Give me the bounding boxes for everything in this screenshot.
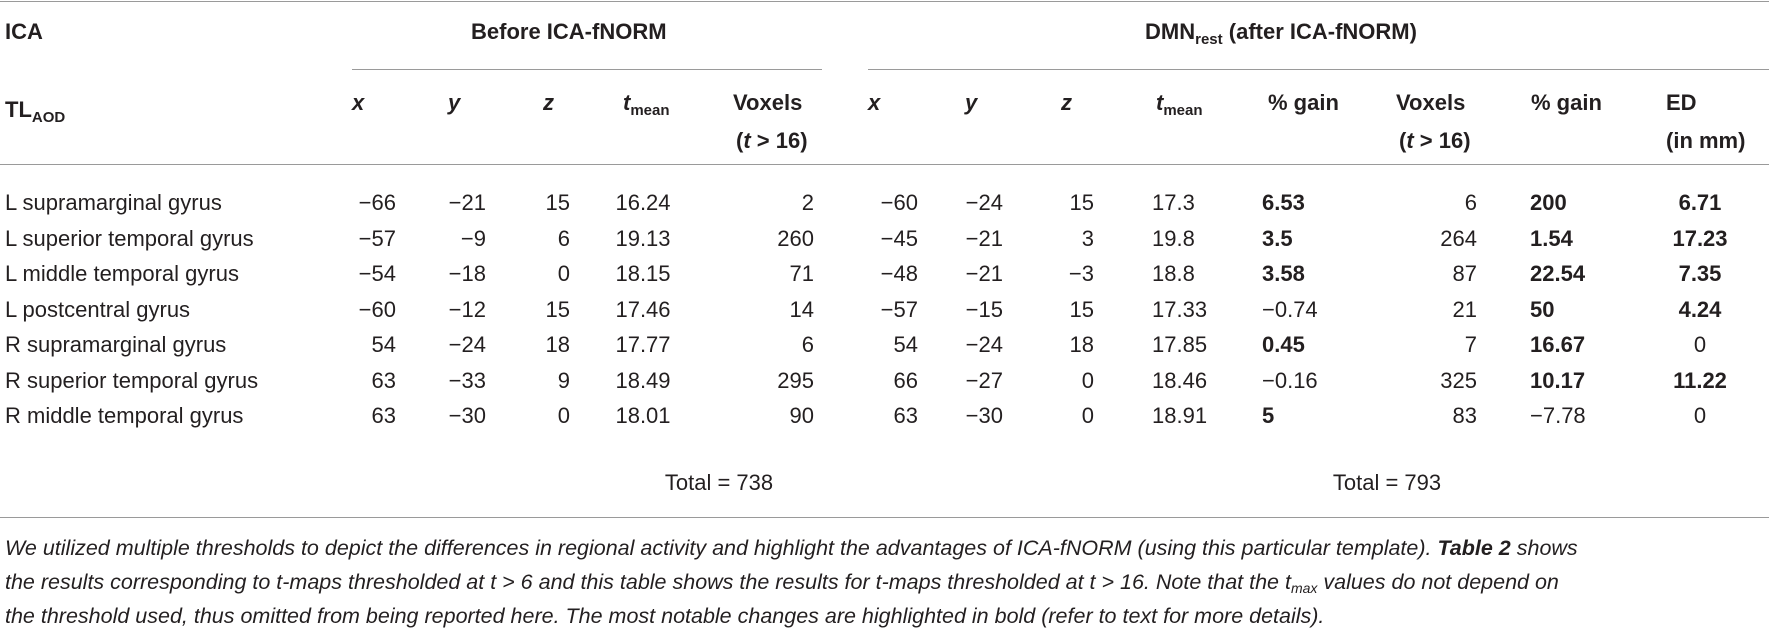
table-row-label: L postcentral gyrus bbox=[5, 296, 191, 322]
table-cell-vgain: 16.67 bbox=[1530, 332, 1586, 357]
table-cell-ay: −21 bbox=[965, 225, 1003, 251]
table-cell-at: 19.8 bbox=[1152, 225, 1195, 251]
col-header-after-y: y bbox=[965, 90, 978, 115]
header-bottom-rule bbox=[0, 164, 1769, 165]
table-cell-at: 18.8 bbox=[1152, 261, 1195, 286]
col-header-ed: ED bbox=[1666, 90, 1697, 115]
table-cell-by: −18 bbox=[448, 261, 486, 286]
col-header-before-tmean: $t_{mean}$ bbox=[623, 90, 670, 119]
table-cell-az: 0 bbox=[1081, 403, 1094, 428]
table-row-label: L supramarginal gyrus bbox=[5, 190, 222, 215]
table-cell-tgain: 0.45 bbox=[1262, 332, 1305, 357]
table-cell-av: 7 bbox=[1464, 332, 1477, 357]
col-header-after-tmean: $t_{mean}$ bbox=[1156, 90, 1203, 119]
table-cell-ed: 7.35 bbox=[1678, 261, 1722, 286]
table-cell-bv: 6 bbox=[801, 332, 814, 357]
table-cell-bv: 295 bbox=[777, 367, 814, 393]
table-cell-bt: 17.46 bbox=[615, 296, 671, 322]
table-cell-az: 18 bbox=[1069, 332, 1094, 357]
table-cell-az: 15 bbox=[1069, 296, 1094, 322]
table-cell-ax: −45 bbox=[880, 225, 918, 251]
table-cell-vgain: 22.54 bbox=[1530, 261, 1586, 286]
table-cell-az: 3 bbox=[1081, 225, 1094, 251]
table-cell-vgain: 10.17 bbox=[1530, 367, 1586, 393]
table-cell-by: −24 bbox=[448, 332, 486, 357]
table-row-label: R supramarginal gyrus bbox=[5, 332, 227, 357]
table-cell-ed: 6.71 bbox=[1678, 190, 1722, 215]
table-cell-ay: −24 bbox=[965, 332, 1003, 357]
table-cell-ax: −60 bbox=[880, 190, 918, 215]
table-row-label: R middle temporal gyrus bbox=[5, 403, 244, 428]
table-cell-at: 18.46 bbox=[1152, 367, 1208, 393]
table-cell-ay: −27 bbox=[965, 367, 1003, 393]
table-cell-ax: 63 bbox=[893, 403, 918, 428]
table-caption bbox=[0, 531, 1769, 633]
col-header-after-z: z bbox=[1061, 90, 1072, 115]
table-cell-bx: −54 bbox=[358, 261, 396, 286]
group-header-after: $DMN_{rest}$ (after ICA-fNORM) bbox=[1145, 19, 1417, 48]
table-cell-by: −33 bbox=[448, 367, 486, 393]
table-cell-av: 325 bbox=[1440, 367, 1477, 393]
col-header-voxels-gain: % gain bbox=[1531, 90, 1602, 115]
table-cell-az: −3 bbox=[1068, 261, 1094, 286]
table-cell-bz: 15 bbox=[545, 190, 570, 215]
table-cell-ed: 11.22 bbox=[1673, 367, 1727, 393]
table-row-label: L middle temporal gyrus bbox=[5, 261, 239, 286]
table-cell-ax: −48 bbox=[880, 261, 918, 286]
table-cell-tgain: −0.74 bbox=[1262, 296, 1318, 322]
table-cell-av: 6 bbox=[1464, 190, 1477, 215]
table-cell-ax: 66 bbox=[893, 367, 918, 393]
table-row-label: R superior temporal gyrus bbox=[5, 367, 259, 393]
corner-header-tlaod: $TL_{AOD}$ bbox=[5, 97, 66, 126]
table-bottom-rule bbox=[0, 517, 1769, 518]
table-cell-tgain: −0.16 bbox=[1262, 367, 1318, 393]
table-cell-bx: −66 bbox=[358, 190, 396, 215]
caption-line-2: the results corresponding to t-maps thresholded at t > 6 and this table shows the results for t-maps thresholded at t > 16. Note that the $t_{max}$ values do not depend on bbox=[5, 570, 1559, 596]
col-header-after-voxels-threshold: (t > 16) bbox=[1399, 128, 1471, 153]
table-cell-av: 83 bbox=[1452, 403, 1477, 428]
total-before: Total = 738 bbox=[664, 470, 774, 495]
table-top-rule bbox=[0, 1, 1769, 2]
table-cell-ed: 0 bbox=[1693, 403, 1707, 428]
table-cell-ay: −21 bbox=[965, 261, 1003, 286]
table-cell-by: −12 bbox=[448, 296, 486, 322]
table-cell-ax: 54 bbox=[893, 332, 918, 357]
table-cell-bx: −60 bbox=[358, 296, 396, 322]
table-cell-av: 21 bbox=[1452, 296, 1477, 322]
table-cell-bt: 18.01 bbox=[615, 403, 671, 428]
table-cell-bz: 15 bbox=[545, 296, 570, 322]
table-cell-by: −9 bbox=[460, 225, 486, 251]
table-cell-bt: 17.77 bbox=[615, 332, 671, 357]
col-header-tmean-gain: % gain bbox=[1268, 90, 1339, 115]
table-cell-bv: 90 bbox=[789, 403, 814, 428]
table-cell-vgain: 1.54 bbox=[1530, 225, 1573, 251]
table-cell-bv: 71 bbox=[789, 261, 814, 286]
table-cell-bt: 18.49 bbox=[615, 367, 671, 393]
caption-line-3: the threshold used, thus omitted from being reported here. The most notable changes are highlighted in bold (refer to text for more details). bbox=[5, 604, 1325, 628]
table-cell-bz: 9 bbox=[557, 367, 570, 393]
table-cell-at: 18.91 bbox=[1152, 403, 1208, 428]
col-header-ed-unit: (in mm) bbox=[1666, 128, 1746, 153]
table-cell-bt: 19.13 bbox=[615, 225, 671, 251]
table-cell-bx: 63 bbox=[371, 403, 396, 428]
after-group-rule bbox=[868, 69, 1769, 70]
table-cell-ed: 4.24 bbox=[1678, 296, 1722, 322]
table-cell-tgain: 3.5 bbox=[1262, 225, 1293, 251]
group-header-before: Before ICA-fNORM bbox=[471, 19, 667, 44]
col-header-after-voxels: Voxels bbox=[1396, 90, 1466, 115]
table-cell-by: −21 bbox=[448, 190, 486, 215]
before-group-rule bbox=[352, 69, 822, 70]
table-cell-bt: 18.15 bbox=[615, 261, 671, 286]
table-cell-ay: −30 bbox=[965, 403, 1003, 428]
table-cell-bt: 16.24 bbox=[615, 190, 671, 215]
table-cell-ed: 0 bbox=[1693, 332, 1707, 357]
table-cell-at: 17.85 bbox=[1152, 332, 1208, 357]
table-cell-bx: −57 bbox=[358, 225, 396, 251]
table-cell-bz: 18 bbox=[545, 332, 570, 357]
table-cell-tgain: 5 bbox=[1262, 403, 1275, 428]
corner-header-ica: ICA bbox=[5, 19, 43, 44]
table-cell-vgain: 50 bbox=[1530, 296, 1555, 322]
caption-line-1: We utilized multiple thresholds to depict the differences in regional activity and highlight the advantages of ICA-fNORM (using this particular template). Table 2 shows bbox=[5, 536, 1578, 560]
table-cell-bz: 6 bbox=[557, 225, 570, 251]
col-header-before-voxels: Voxels bbox=[733, 90, 803, 115]
table-cell-ay: −15 bbox=[965, 296, 1003, 322]
table-cell-bx: 54 bbox=[371, 332, 396, 357]
table-cell-ay: −24 bbox=[965, 190, 1003, 215]
table-cell-ax: −57 bbox=[880, 296, 918, 322]
table-cell-at: 17.3 bbox=[1152, 190, 1195, 215]
table-cell-vgain: −7.78 bbox=[1530, 403, 1586, 428]
table-cell-bv: 2 bbox=[801, 190, 814, 215]
table-row-label: L superior temporal gyrus bbox=[5, 225, 254, 251]
table-cell-az: 0 bbox=[1081, 367, 1094, 393]
table-cell-av: 264 bbox=[1440, 225, 1477, 251]
table-cell-tgain: 6.53 bbox=[1262, 190, 1305, 215]
table-cell-bz: 0 bbox=[557, 403, 570, 428]
table-cell-vgain: 200 bbox=[1530, 190, 1567, 215]
total-after: Total = 793 bbox=[1332, 470, 1442, 495]
table-cell-tgain: 3.58 bbox=[1262, 261, 1305, 286]
col-header-before-y: y bbox=[448, 90, 461, 115]
col-header-after-x: x bbox=[868, 90, 881, 115]
table-cell-ed: 17.23 bbox=[1672, 225, 1728, 251]
table-cell-at: 17.33 bbox=[1152, 296, 1208, 322]
col-header-before-z: z bbox=[543, 90, 554, 115]
col-header-before-x: x bbox=[352, 90, 365, 115]
table-cell-bz: 0 bbox=[557, 261, 570, 286]
table-cell-bv: 260 bbox=[777, 225, 814, 251]
table-cell-bv: 14 bbox=[789, 296, 814, 322]
col-header-before-voxels-threshold: (t > 16) bbox=[736, 128, 808, 153]
table-cell-av: 87 bbox=[1452, 261, 1477, 286]
table-cell-az: 15 bbox=[1069, 190, 1094, 215]
table-cell-bx: 63 bbox=[371, 367, 396, 393]
table-cell-by: −30 bbox=[448, 403, 486, 428]
